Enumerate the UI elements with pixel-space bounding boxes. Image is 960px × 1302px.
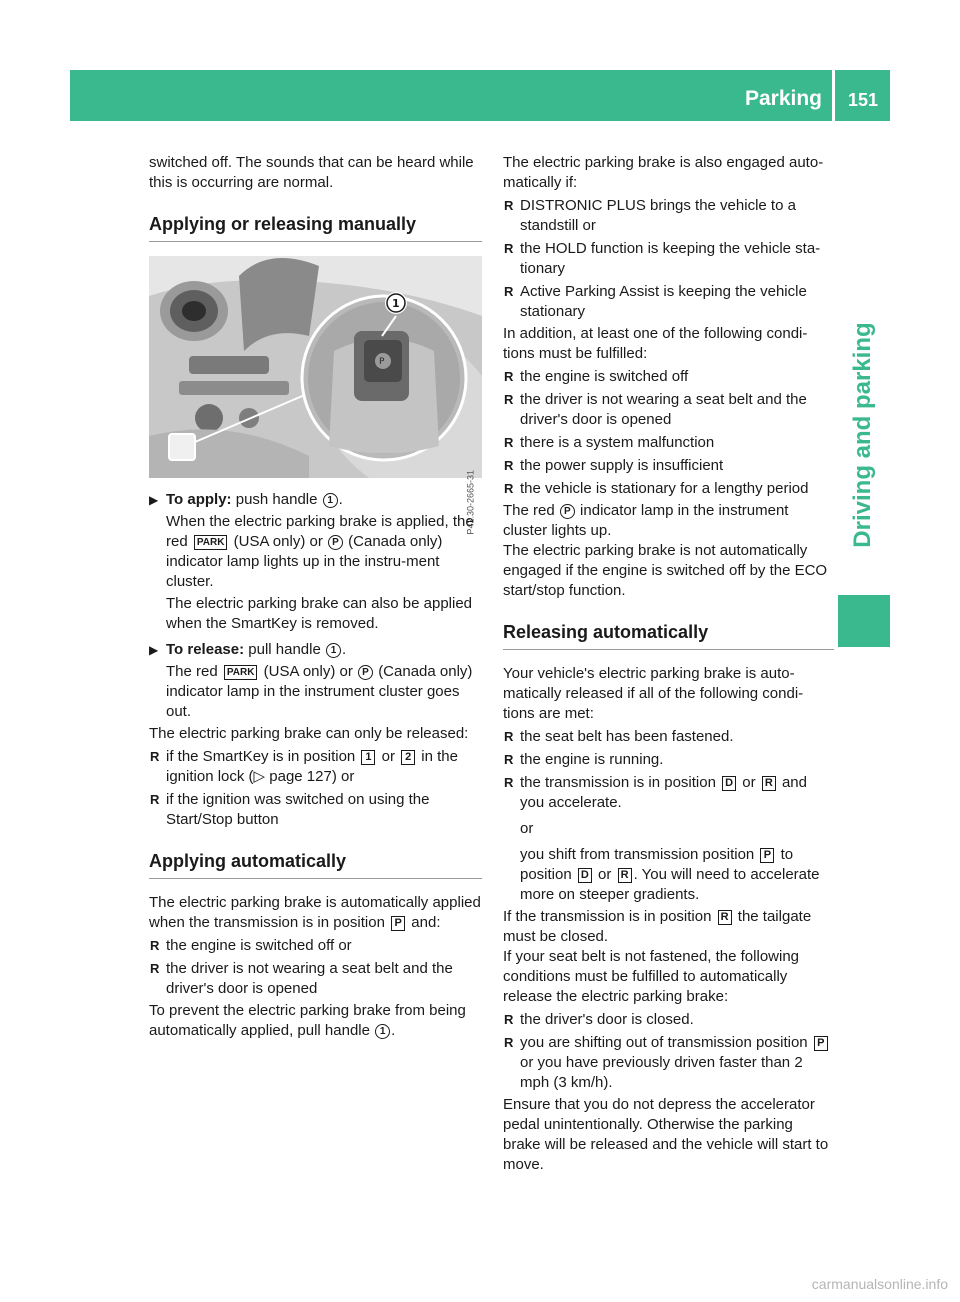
list-item: R the driver is not wearing a seat belt and the driver's door is opened bbox=[503, 390, 834, 430]
park-indicator-icon: PARK bbox=[224, 665, 258, 680]
page-number: 151 bbox=[847, 90, 879, 110]
list-item: R if the SmartKey is in position 1 or 2 in the ignition lock (▷ page 127) or bbox=[149, 747, 482, 787]
footer-watermark: carmanualsonline.info bbox=[811, 1276, 948, 1292]
handle-marker: 1 bbox=[323, 493, 338, 508]
side-tab-marker bbox=[838, 595, 890, 647]
gear-p-icon: P bbox=[814, 1036, 828, 1051]
p-indicator-icon: P bbox=[560, 504, 575, 519]
gear-p-icon: P bbox=[760, 848, 774, 863]
list-item: R DISTRONIC PLUS brings the vehicle to a standstill or bbox=[503, 196, 834, 236]
page-ref-link[interactable]: page 127) or bbox=[269, 768, 355, 785]
header-separator bbox=[832, 70, 835, 121]
figure-id: P42.30-2665-31 bbox=[466, 470, 476, 535]
addition-text: In addition, at least one of the following condi-tions must be fulfilled: bbox=[503, 325, 808, 362]
intro-text: switched off. The sounds that can be heard while this is occurring are normal. bbox=[149, 154, 474, 191]
list-item: R the vehicle is stationary for a lengthy period bbox=[503, 479, 834, 499]
handle-marker: 1 bbox=[326, 643, 341, 658]
heading-auto: Applying automatically bbox=[149, 830, 482, 879]
eco-text: The electric parking brake is not automatically engaged if the engine is switched off by the ECO start/stop function. bbox=[503, 542, 828, 599]
p-indicator-icon: P bbox=[358, 665, 373, 680]
list-item: R you are shifting out of transmission position P or you have previously driven faster than 2 mph (3 km/h). bbox=[503, 1033, 834, 1093]
list-item: R the engine is switched off or bbox=[149, 936, 482, 956]
list-item: R there is a system malfunction bbox=[503, 433, 834, 453]
side-tab bbox=[838, 300, 888, 570]
list-item: R the seat belt has been fastened. bbox=[503, 727, 834, 747]
gear-r-icon: R bbox=[718, 910, 732, 925]
release-only-text: The electric parking brake can only be released: bbox=[149, 725, 469, 742]
step-apply: ▶ To apply: push handle 1 . When the electric parking brake is applied, the red PARK (USA only) or P (Canada only) indicator lamp lights up in the instru-ment cluster. The electric parking brake can also be applied when the SmartKey is removed. bbox=[149, 490, 482, 634]
park-indicator-icon: PARK bbox=[194, 535, 228, 550]
ensure-text: Ensure that you do not depress the accelerator pedal unintentionally. Otherwise the parking brake will be released and the vehicle will start to move. bbox=[503, 1096, 829, 1173]
dashboard-illustration bbox=[149, 256, 482, 478]
p-indicator-icon: P bbox=[328, 535, 343, 550]
parking-brake-figure bbox=[149, 256, 482, 535]
list-item: R the driver's door is closed. bbox=[503, 1010, 834, 1030]
seatbelt-text: If your seat belt is not fastened, the following conditions must be fulfilled to automatically release the electric parking brake: bbox=[503, 948, 800, 1005]
left-column bbox=[149, 153, 482, 1041]
list-item: R the HOLD function is keeping the vehicle sta-tionary bbox=[503, 239, 834, 279]
heading-manual: Applying or releasing manually bbox=[149, 193, 482, 242]
also-intro: The electric parking brake is also engaged auto-matically if: bbox=[503, 154, 824, 191]
list-item: R the transmission is in position D or R and you accelerate. or you shift from transmission position P to position D or R . You will need to accelerate more on steeper gradients. bbox=[503, 773, 834, 905]
release-auto-intro: Your vehicle's electric parking brake is auto-matically released if all of the following condi-tions are met: bbox=[503, 665, 804, 722]
list-item: R Active Parking Assist is keeping the vehicle stationary bbox=[503, 282, 834, 322]
page-ref-arrow-icon: ▷ bbox=[253, 768, 266, 785]
list-item: R the driver is not wearing a seat belt and the driver's door is opened bbox=[149, 959, 482, 999]
key-position-2-icon: 2 bbox=[401, 750, 415, 765]
handle-marker: 1 bbox=[375, 1024, 390, 1039]
figure-callout-number: 1 bbox=[392, 297, 400, 310]
list-item: R the engine is running. bbox=[503, 750, 834, 770]
list-item: R the power supply is insufficient bbox=[503, 456, 834, 476]
key-position-1-icon: 1 bbox=[361, 750, 375, 765]
gear-r-icon: R bbox=[618, 868, 632, 883]
svg-text:P: P bbox=[379, 357, 385, 367]
tailgate-text: If the transmission is in position R the tailgate must be closed. bbox=[503, 908, 812, 945]
auto-prevent: To prevent the electric parking brake from being automatically applied, pull handle 1 . bbox=[149, 1002, 466, 1039]
section-title: Parking bbox=[744, 87, 822, 110]
apply-note: The electric parking brake can also be applied when the SmartKey is removed. bbox=[166, 595, 473, 632]
gear-d-icon: D bbox=[722, 776, 736, 791]
list-item: R if the ignition was switched on using the Start/Stop button bbox=[149, 790, 482, 830]
heading-release-auto: Releasing automatically bbox=[503, 601, 834, 650]
gear-r-icon: R bbox=[762, 776, 776, 791]
side-tab-label: Driving and parking bbox=[849, 322, 876, 548]
gear-d-icon: D bbox=[578, 868, 592, 883]
gear-p-icon: P bbox=[391, 916, 405, 931]
auto-intro: The electric parking brake is automatically applied when the transmission is in position P and: bbox=[149, 894, 481, 931]
lamp-text: The red P indicator lamp in the instrument cluster lights up. bbox=[503, 502, 789, 539]
list-item: R the engine is switched off bbox=[503, 367, 834, 387]
step-release: ▶ To release: pull handle 1 . The red PARK (USA only) or P (Canada only) indicator lamp in the instrument cluster goes out. bbox=[149, 640, 482, 722]
right-column bbox=[503, 153, 834, 1175]
